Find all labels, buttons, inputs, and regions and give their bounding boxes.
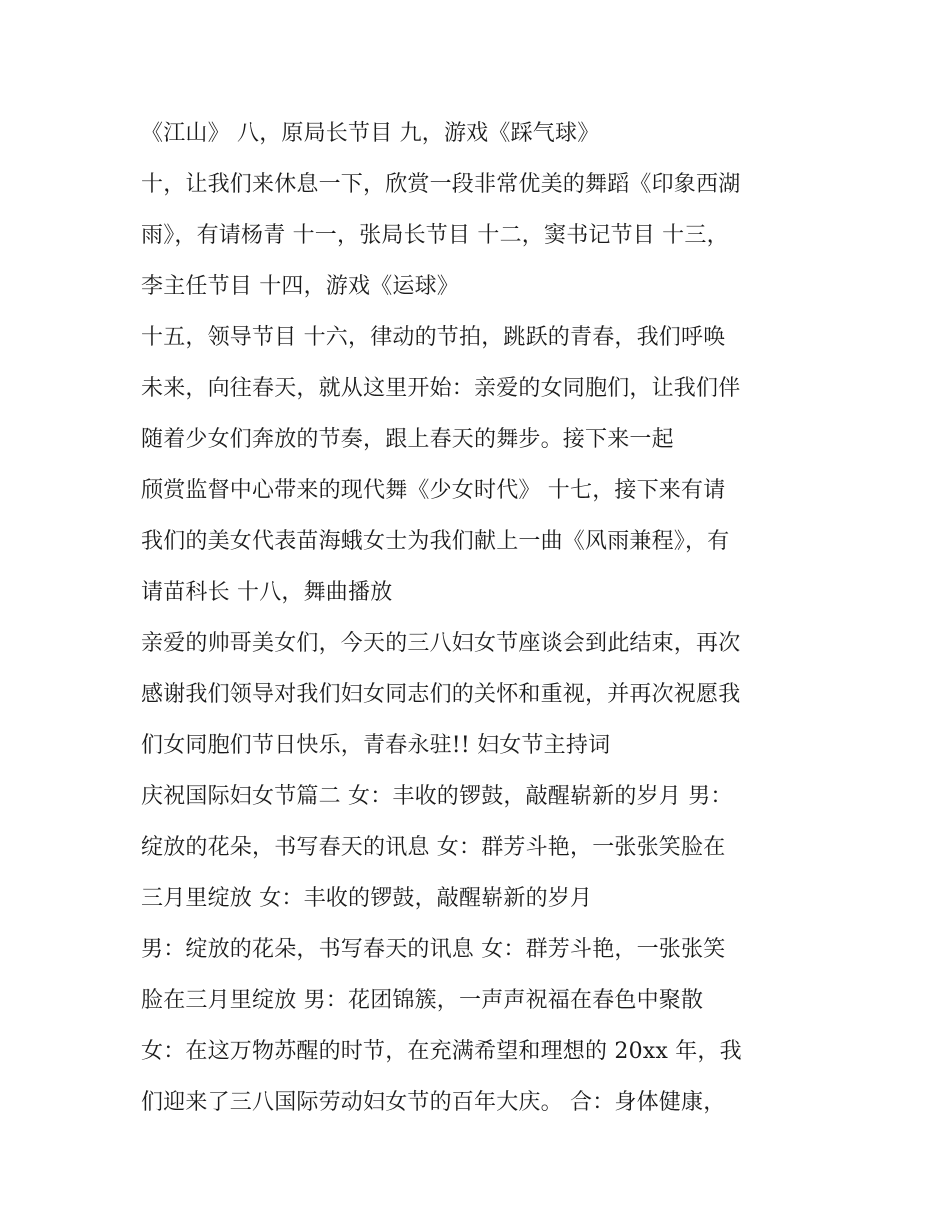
text-line: 们迎来了三八国际劳动妇女节的百年大庆。 合：身体健康， xyxy=(141,1090,726,1115)
text-line: 请苗科长 十八，舞曲播放 xyxy=(141,580,393,605)
text-line: 我们的美女代表苗海蛾女士为我们献上一曲《风雨兼程》，有 xyxy=(141,529,730,554)
text-line: 庆祝国际妇女节篇二 女：丰收的锣鼓，敲醒崭新的岁月 男： xyxy=(141,784,733,809)
text-line: 们女同胞们节日快乐，青春永驻!! 妇女节主持词 xyxy=(141,733,611,758)
text-line: 未来，向往春天，就从这里开始：亲爱的女同胞们，让我们伴 xyxy=(141,376,741,401)
text-line: 《江山》 八，原局长节目 九，游戏《踩气球》 xyxy=(141,121,600,146)
text-line: 亲爱的帅哥美女们，今天的三八妇女节座谈会到此结束，再次 xyxy=(141,631,741,656)
text-line: 绽放的花朵，书写春天的讯息 女：群芳斗艳，一张张笑脸在 xyxy=(141,835,726,860)
text-line: 男：绽放的花朵，书写春天的讯息 女：群芳斗艳，一张张笑 xyxy=(141,937,726,962)
text-line: 脸在三月里绽放 男：花团锦簇，一声声祝福在春色中聚散 xyxy=(141,988,704,1013)
text-line: 颀赏监督中心带来的现代舞《少女时代》 十七，接下来有请 xyxy=(141,478,726,503)
text-line: 李主任节目 十四，游戏《运球》 xyxy=(141,274,459,299)
text-line: 十五，领导节目 十六，律动的节拍，跳跃的青春，我们呼唤 xyxy=(141,325,726,350)
body-text xyxy=(141,108,841,1128)
text-line: 感谢我们领导对我们妇女同志们的关怀和重视，并再次祝愿我 xyxy=(141,682,741,707)
text-line: 雨》，有请杨青 十一，张局长节目 十二，窦书记节目 十三， xyxy=(141,223,729,248)
text-line: 三月里绽放 女：丰收的锣鼓，敲醒崭新的岁月 xyxy=(141,886,593,911)
text-line: 随着少女们奔放的节奏，跟上春天的舞步。接下来一起 xyxy=(141,427,674,452)
text-line: 女：在这万物苏醒的时节，在充满希望和理想的 20xx 年，我 xyxy=(141,1039,742,1064)
text-line: 十，让我们来休息一下，欣赏一段非常优美的舞蹈《印象西湖 xyxy=(141,172,741,197)
